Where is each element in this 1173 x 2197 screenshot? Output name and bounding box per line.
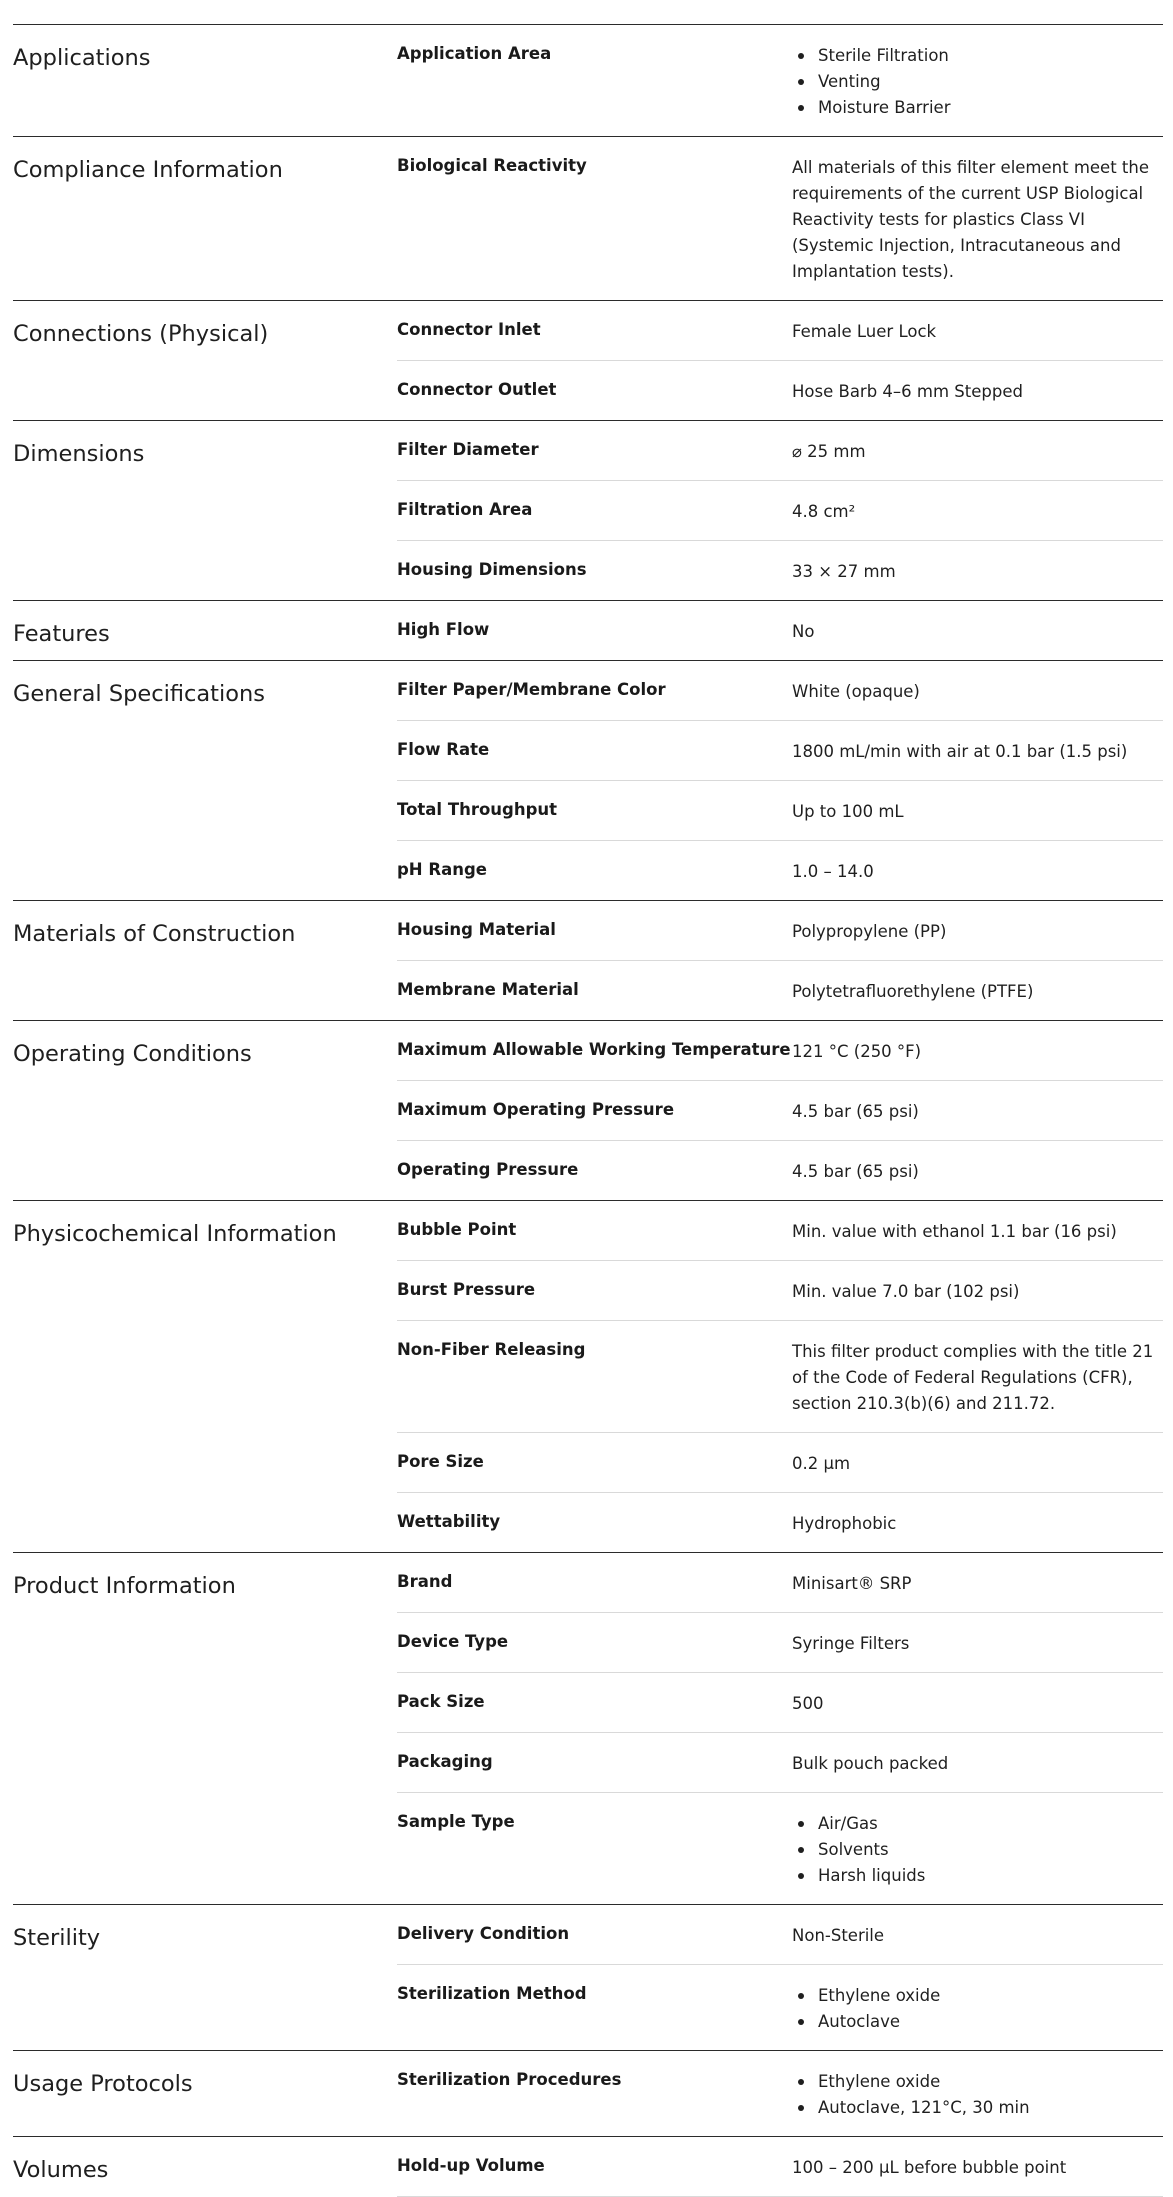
spec-row [397,1201,1163,1260]
spec-row [397,901,1163,960]
spec-value: Hydrophobic [792,1514,897,1533]
list-item: Moisture Barrier [818,95,1157,121]
spec-value: 4.5 bar (65 psi) [792,1102,919,1121]
spec-row [397,601,1163,660]
spec-label: Brand [397,1572,453,1591]
spec-row [397,1905,1163,1964]
spec-row [397,780,1163,840]
spec-section [13,2136,1163,2197]
spec-value [792,25,1163,136]
spec-value: Non-Sterile [792,1926,885,1945]
spec-value-list [792,1983,1157,2035]
spec-row [397,1672,1163,1732]
spec-label: Housing Dimensions [397,560,587,579]
spec-label: Wettability [397,1512,501,1531]
list-item: Harsh liquids [818,1863,1157,1889]
section-title: Product Information [13,1573,236,1599]
spec-label: pH Range [397,860,487,879]
spec-value: Bulk pouch packed [792,1754,949,1773]
spec-section [13,1200,1163,1552]
spec-label: High Flow [397,620,490,639]
spec-label: Membrane Material [397,980,579,999]
spec-label: Flow Rate [397,740,490,759]
section-title: Volumes [13,2157,109,2183]
spec-label: Connector Outlet [397,380,557,399]
spec-label: Total Throughput [397,800,558,819]
spec-value: 100 – 200 µL before bubble point [792,2158,1067,2177]
spec-value: 33 × 27 mm [792,562,896,581]
spec-section [13,24,1163,136]
spec-rows [397,1905,1163,2050]
spec-value: 121 °C (250 °F) [792,1042,922,1061]
spec-value: This filter product complies with the title 21 of the Code of Federal Regulations (CFR), section 210.3(b)(6) and 211.72. [792,1342,1154,1413]
spec-section [13,136,1163,300]
spec-label: Maximum Allowable Working Temperature [397,1040,791,1059]
spec-rows [397,661,1163,900]
list-item: Air/Gas [818,1811,1157,1837]
spec-value-list [792,2069,1157,2121]
spec-row [397,2051,1163,2136]
spec-label: Operating Pressure [397,1160,579,1179]
spec-row [397,360,1163,420]
spec-label: Filtration Area [397,500,533,519]
spec-value-list [792,1811,1157,1889]
section-title: Applications [13,45,151,71]
spec-value: 4.8 cm² [792,502,856,521]
spec-value: White (opaque) [792,682,920,701]
section-title: Sterility [13,1925,101,1951]
spec-value: Hose Barb 4–6 mm Stepped [792,382,1023,401]
spec-rows [397,2051,1163,2136]
spec-label: Connector Inlet [397,320,541,339]
spec-row [397,1732,1163,1792]
spec-row [397,661,1163,720]
spec-label: Biological Reactivity [397,156,587,175]
spec-label: Filter Diameter [397,440,539,459]
list-item: Autoclave [818,2009,1157,2035]
spec-rows [397,1553,1163,1904]
spec-label: Maximum Operating Pressure [397,1100,675,1119]
section-title: General Specifications [13,681,266,707]
spec-rows [397,137,1163,300]
spec-rows [397,601,1163,660]
list-item: Ethylene oxide [818,1983,1157,2009]
spec-rows [397,1201,1163,1552]
spec-rows [397,2137,1163,2197]
section-title: Usage Protocols [13,2071,193,2097]
spec-section [13,900,1163,1020]
spec-value: Female Luer Lock [792,322,937,341]
spec-row [397,301,1163,360]
spec-label: Sample Type [397,1812,515,1831]
section-title: Features [13,621,110,647]
spec-row [397,1260,1163,1320]
spec-row [397,25,1163,136]
spec-value: 4.5 bar (65 psi) [792,1162,919,1181]
spec-value: Polypropylene (PP) [792,922,947,941]
spec-label: Pore Size [397,1452,484,1471]
list-item: Sterile Filtration [818,43,1157,69]
spec-label: Filter Paper/Membrane Color [397,680,666,699]
spec-row [397,1080,1163,1140]
spec-label: Device Type [397,1632,509,1651]
spec-value: Minisart® SRP [792,1574,912,1593]
spec-label: Housing Material [397,920,556,939]
spec-row [397,480,1163,540]
spec-section [13,2050,1163,2136]
spec-section [13,1904,1163,2050]
spec-row [397,540,1163,600]
spec-label: Sterilization Procedures [397,2070,622,2089]
spec-row [397,1320,1163,1432]
section-title: Physicochemical Information [13,1221,337,1247]
section-title: Materials of Construction [13,921,296,947]
spec-value: 1.0 – 14.0 [792,862,874,881]
spec-value: Min. value with ethanol 1.1 bar (16 psi) [792,1222,1117,1241]
spec-section [13,300,1163,420]
spec-label: Delivery Condition [397,1924,570,1943]
spec-section [13,1020,1163,1200]
spec-section [13,600,1163,660]
spec-row [397,1612,1163,1672]
spec-label: Burst Pressure [397,1280,536,1299]
specifications-table [0,24,1173,2197]
spec-row [397,840,1163,900]
spec-row [397,137,1163,300]
spec-value: All materials of this filter element meet the requirements of the current USP Biological Reactivity tests for plastics Class VI (Systemic Injection, Intracutaneous and Implantation tests). [792,158,1149,281]
spec-section [13,660,1163,900]
spec-row [397,720,1163,780]
spec-value: 1800 mL/min with air at 0.1 bar (1.5 psi) [792,742,1128,761]
spec-label: Non-Fiber Releasing [397,1340,586,1359]
spec-value: Min. value 7.0 bar (102 psi) [792,1282,1020,1301]
section-title: Compliance Information [13,157,283,183]
spec-rows [397,301,1163,420]
spec-value: Up to 100 mL [792,802,904,821]
spec-row [397,960,1163,1020]
spec-rows [397,901,1163,1020]
spec-value [792,2051,1163,2136]
section-title: Operating Conditions [13,1041,252,1067]
list-item: Solvents [818,1837,1157,1863]
spec-row [397,1432,1163,1492]
spec-value: 500 [792,1694,824,1713]
spec-value: Polytetrafluorethylene (PTFE) [792,982,1034,1001]
spec-row [397,2137,1163,2197]
spec-row [397,1964,1163,2050]
list-item: Venting [818,69,1157,95]
list-item: Ethylene oxide [818,2069,1157,2095]
spec-label: Sterilization Method [397,1984,587,2003]
spec-section [13,1552,1163,1904]
spec-value [792,1965,1163,2050]
spec-value [792,1793,1163,1904]
section-title: Connections (Physical) [13,321,269,347]
spec-label: Pack Size [397,1692,485,1711]
spec-row [397,421,1163,480]
spec-section [13,420,1163,600]
spec-label: Packaging [397,1752,493,1771]
list-item: Autoclave, 121°C, 30 min [818,2095,1157,2121]
spec-row [397,1492,1163,1552]
spec-value: 0.2 µm [792,1454,851,1473]
section-title: Dimensions [13,441,145,467]
spec-rows [397,421,1163,600]
spec-label: Hold-up Volume [397,2156,545,2175]
spec-label: Application Area [397,44,552,63]
spec-row [397,1553,1163,1612]
spec-value: No [792,622,815,641]
spec-rows [397,25,1163,136]
spec-row [397,1140,1163,1200]
spec-label: Bubble Point [397,1220,517,1239]
spec-value: ⌀ 25 mm [792,442,866,461]
spec-rows [397,1021,1163,1200]
spec-row [397,1021,1163,1080]
spec-value-list [792,43,1157,121]
spec-value: Syringe Filters [792,1634,910,1653]
spec-row [397,1792,1163,1904]
